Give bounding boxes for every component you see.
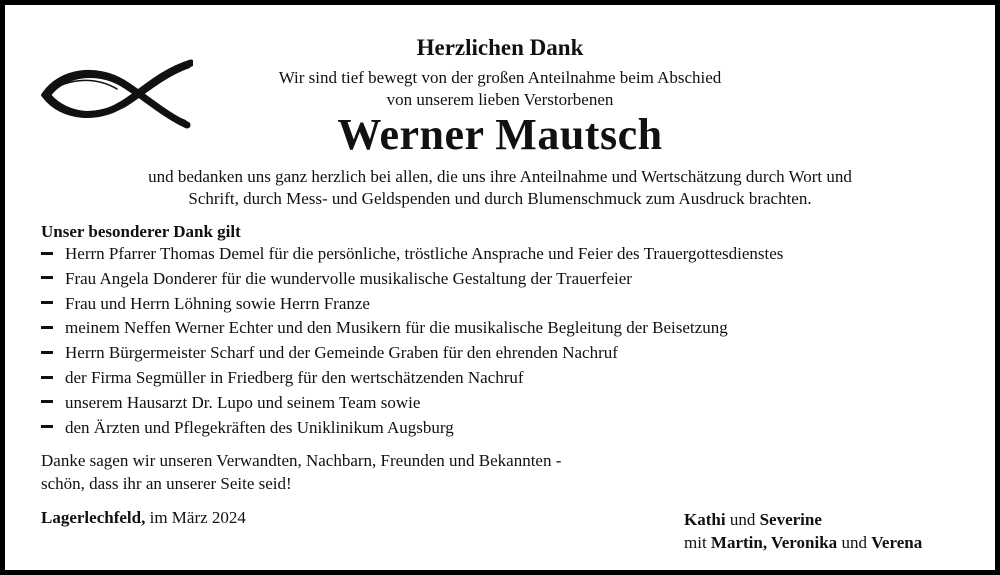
special-thanks-title: Unser besonderer Dank gilt xyxy=(41,222,241,241)
dash-icon xyxy=(41,376,53,379)
list-item-text: den Ärzten und Pflegekräften des Uniklinikum Augsburg xyxy=(65,417,454,437)
signature-line-2 xyxy=(684,531,922,554)
closing-text xyxy=(41,449,561,495)
closing-line-2: schön, dass ihr an unserer Seite seid! xyxy=(41,474,292,493)
dash-icon xyxy=(41,425,53,428)
list-item xyxy=(41,292,783,317)
signature-name: Kathi xyxy=(684,510,726,529)
signature-joiner: und xyxy=(729,510,756,529)
signature-prefix: mit xyxy=(684,533,707,552)
list-item-text: Herrn Bürgermeister Scharf und der Gemeinde Graben für den ehrenden Nachruf xyxy=(65,343,618,363)
dash-icon xyxy=(41,301,53,304)
list-item-text: Frau Angela Donderer für die wundervolle musikalische Gestaltung der Trauerfeier xyxy=(65,268,632,288)
list-item-text: Frau und Herrn Löhning sowie Herrn Franze xyxy=(65,293,370,313)
list-item-text: der Firma Segmüller in Friedberg für den wertschätzenden Nachruf xyxy=(65,367,524,387)
signature-name: Severine xyxy=(759,510,822,529)
date: im März 2024 xyxy=(149,508,246,527)
list-item xyxy=(41,267,783,292)
signature-name: Martin, Veronika xyxy=(710,533,838,552)
list-item xyxy=(41,366,783,391)
place: Lagerlechfeld, xyxy=(41,508,146,527)
list-item xyxy=(41,341,783,366)
signature-line-1 xyxy=(684,508,922,531)
thanks-line-2: Schrift, durch Mess- und Geldspenden und durch Blumenschmuck zum Ausdruck brachten. xyxy=(188,189,812,208)
intro-text xyxy=(5,67,995,111)
dash-icon xyxy=(41,351,53,354)
signature-name: Verena xyxy=(871,533,923,552)
heading: Herzlichen Dank xyxy=(416,35,584,60)
signature xyxy=(684,508,922,554)
list-item-text: unserem Hausarzt Dr. Lupo und seinem Team sowie xyxy=(65,392,421,412)
dash-icon xyxy=(41,276,53,279)
list-item-text: Herrn Pfarrer Thomas Demel für die persönliche, tröstliche Ansprache und Feier des Trauergottesdienstes xyxy=(65,244,784,263)
list-item xyxy=(41,391,783,416)
dash-icon xyxy=(41,326,53,329)
closing-line-1: Danke sagen wir unseren Verwandten, Nachbarn, Freunden und Bekannten - xyxy=(41,451,562,470)
deceased-name: Werner Mautsch xyxy=(337,110,663,159)
list-item xyxy=(41,242,783,267)
list-item-text: meinem Neffen Werner Echter und den Musikern für die musikalische Begleitung der Beisetzung xyxy=(65,318,728,338)
signature-joiner: und xyxy=(841,533,867,552)
special-thanks-list xyxy=(41,242,783,440)
list-item xyxy=(41,316,783,341)
dash-icon xyxy=(41,252,53,255)
dash-icon xyxy=(41,400,53,403)
place-date xyxy=(41,508,246,528)
intro-line-2: von unserem lieben Verstorbenen xyxy=(386,90,614,109)
thanks-line-1: und bedanken uns ganz herzlich bei allen, die uns ihre Anteilnahme und Wertschätzung durch Wort und xyxy=(148,167,852,186)
list-item xyxy=(41,416,783,441)
intro-line-1: Wir sind tief bewegt von der großen Anteilnahme beim Abschied xyxy=(278,68,722,87)
thanks-text xyxy=(35,166,965,210)
